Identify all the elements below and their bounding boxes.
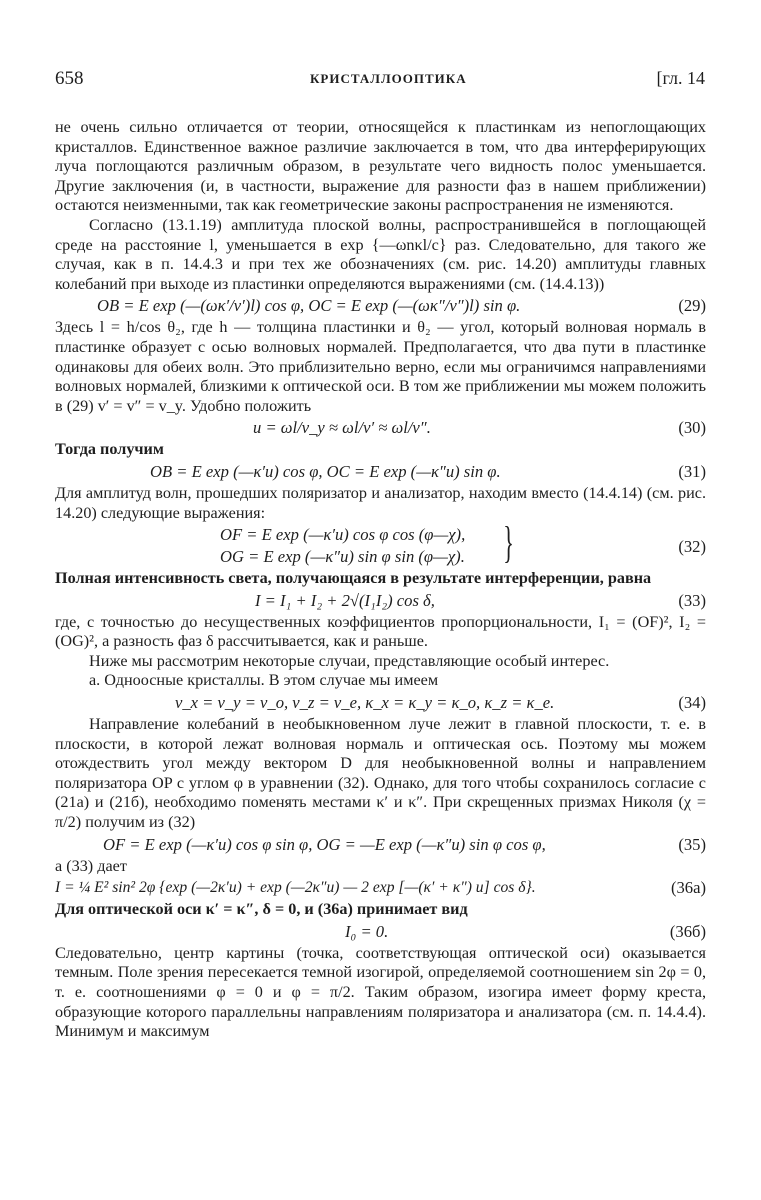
paragraph: где, с точностью до несущественных коэффициентов пропорциональности, I₁ = (OF)², I₂ = (OG)², а разность фаз δ рассчитывается, как и раньше. (55, 612, 706, 651)
paragraph: Ниже мы рассмотрим некоторые случаи, представляющие особый интерес. (89, 651, 610, 670)
equation-formula: I₀ = 0. (345, 921, 389, 941)
equation-number: (30) (678, 418, 706, 438)
equation-30 (55, 416, 706, 440)
paragraph: а (33) дает (55, 856, 127, 875)
equation-number: (34) (678, 693, 706, 713)
equation-formula: I = ¼ E² sin² 2φ {exp (—2κ′u) + exp (—2κ″u) — 2 exp [—(κ′ + κ″) u] cos δ}. (55, 879, 536, 897)
equation-32 (55, 518, 706, 569)
equation-line: OF = E exp (—κ′u) cos φ cos (φ—χ), (220, 525, 466, 545)
equation-36b (55, 920, 706, 944)
equation-number: (36a) (670, 878, 706, 898)
equation-formula: I = I₁ + I₂ + 2√(I₁I₂) cos δ, (255, 590, 435, 610)
equation-line: OG = E exp (—κ″u) sin φ sin (φ—χ). (220, 547, 465, 567)
running-title: КРИСТАЛЛООПТИКА (310, 71, 467, 86)
page-number: 658 (55, 68, 84, 89)
paragraph: Для оптической оси κ′ = κ″, δ = 0, и (36а) принимает вид (55, 900, 468, 919)
paragraph: Следовательно, центр картины (точка, соответствующая оптической оси) оказывается темным. Поле зрения пересекается темной изогирой, определяемой соотношением sin 2φ = 0, т. е. соотношениями φ = 0 и φ = π/2. Таким образом, изогира имеет форму креста, образующие которого параллельны направлениям поляризатора и анализатора (см. п. 14.4.4). Минимум и максимум (55, 943, 706, 1041)
equation-formula: v_x = v_y = v_o, v_z = v_e, κ_x = κ_y = κ_o, κ_z = κ_e. (175, 693, 555, 713)
paragraph: Здесь l = h/cos θ₂, где h — толщина пластинки и θ₂ — угол, который волновая нормаль в пластинке образует с осью волновых нормалей. Предполагается, что два пути в пластинке одинаковы для обеих волн. Это приблизительно верно, если мы ограничимся направлениями волновых нормалей, близкими к оптической оси. В том же приближении мы можем положить в (29) v′ = v″ = v_y. Удобно положить (55, 318, 706, 415)
equation-35 (55, 833, 706, 857)
equation-number: (33) (678, 590, 706, 610)
equation-31 (55, 460, 706, 484)
equation-number: (32) (678, 537, 706, 557)
equation-number: (31) (678, 461, 706, 481)
equation-29 (55, 294, 706, 318)
paragraph: а. Одноосные кристаллы. В этом случае мы имеем (89, 671, 439, 690)
equation-number: (29) (678, 296, 706, 316)
equation-formula: u = ωl/v_y ≈ ωl/v′ ≈ ωl/v″. (253, 418, 431, 438)
page-body (55, 118, 706, 1042)
equation-formula: OF = E exp (—κ′u) cos φ sin φ, OG = —E exp (—κ″u) sin φ cos φ, (103, 834, 546, 854)
equation-formula: OB = E exp (—κ′u) cos φ, OC = E exp (—κ″u) sin φ. (150, 461, 501, 481)
right-brace: } (503, 518, 514, 568)
page-header (55, 68, 705, 92)
chapter-ref: [гл. 14 (656, 68, 705, 88)
paragraph: Тогда получим (55, 440, 164, 459)
equation-formula: OB = E exp (—(ωκ′/v′)l) cos φ, OC = E exp (—(ωκ″/v″)l) sin φ. (97, 296, 521, 316)
paragraph: Согласно (13.1.19) амплитуда плоской волны, распространившейся в поглощающей среде на расстояние l, уменьшается в exp {—ωnκl/c} раз. Следовательно, для такого же случая, как в п. 14.4.3 и при тех же обозначениях (см. рис. 14.20) амплитуды главных колебаний при выходе из пластинки определяются выражениями (см. (14.4.13)) (55, 215, 706, 293)
paragraph: Направление колебаний в необыкновенном луче лежит в главной плоскости, т. е. в плоскости, в которой лежат волновая нормаль и оптическая ось. Поэтому мы можем отождествить угол между вектором D для необыкновенной волны и направлением поляризатора OP с углом φ в уравнении (32). Однако, для того чтобы сохранилось согласие с (21а) и (21б), необходимо поменять местами κ′ и κ″. При скрещенных призмах Николя (χ = π/2) получим из (32) (55, 715, 706, 832)
equation-33 (55, 589, 706, 613)
paragraph: Полная интенсивность света, получающаяся в результате интерференции, равна (55, 569, 652, 588)
equation-34 (55, 691, 706, 715)
equation-number: (35) (678, 834, 706, 854)
paragraph: Для амплитуд волн, прошедших поляризатор и анализатор, находим вместо (14.4.14) (см. рис. 14.20) следующие выражения: (55, 483, 706, 522)
paragraph: не очень сильно отличается от теории, относящейся к пластинкам из непоглощающих кристаллов. Единственное важное различие заключается в том, что два интерферирующих луча поглощаются различным образом, в результате чего видность полос уменьшается. Другие заключения (и, в частности, выражение для разности фаз в нашем приближении) остаются неизменными, так как геометрические законы распространения не изменяются. (55, 118, 706, 215)
equation-36a (55, 876, 706, 900)
equation-number: (36б) (669, 921, 706, 941)
